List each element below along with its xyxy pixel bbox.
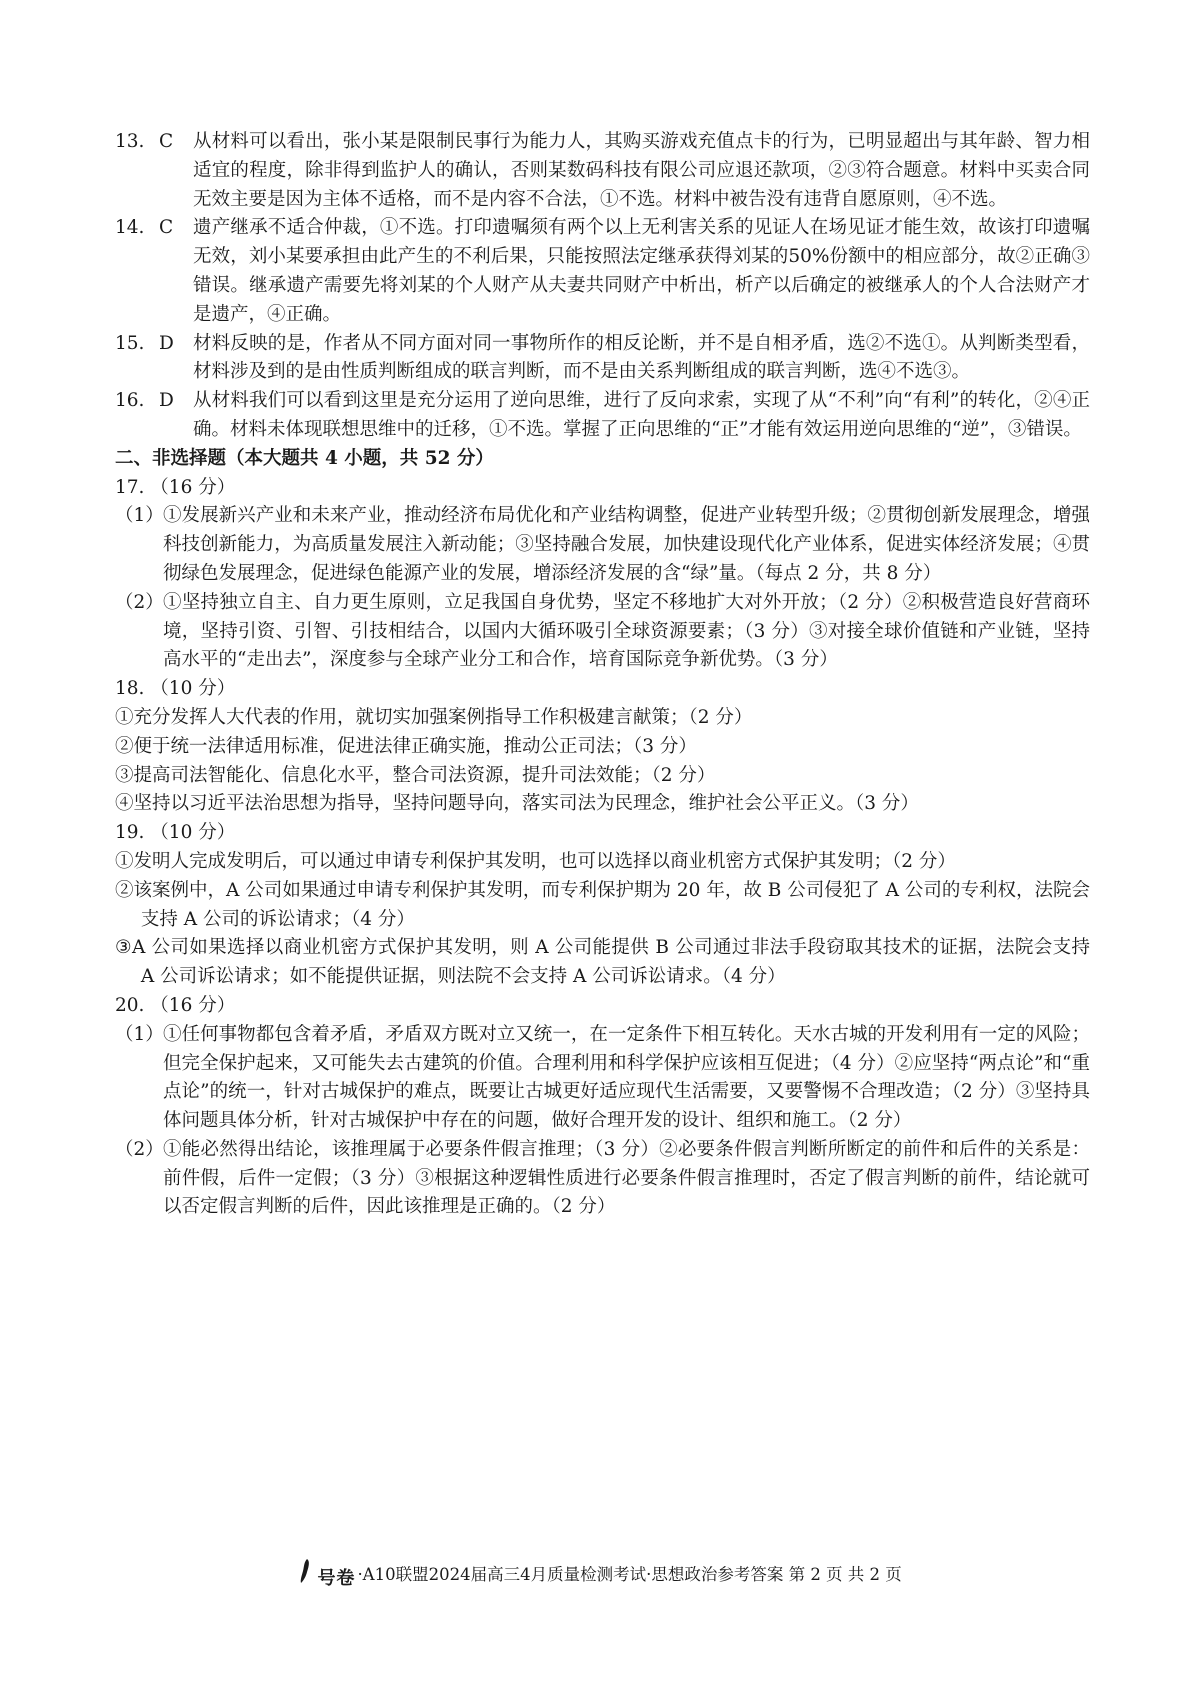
- part-text: ①能必然得出结论，该推理属于必要条件假言推理；（3 分）②必要条件假言判断所断定的前件和后件的关系是：前件假，后件一定假；（3 分）③根据这种逻辑性质进行必要条件假言推理时，否定了假言判断的前件，结论就可以否定假言判断的后件，因此该推理是正确的。（2 分）: [163, 1138, 1090, 1218]
- question-18-point: ①充分发挥人大代表的作用，就切实加强案例指导工作积极建言献策；（2 分）: [115, 706, 753, 728]
- question-20-part-2: [115, 1136, 1090, 1222]
- part-label: （2）: [115, 1138, 164, 1160]
- question-18-point: ④坚持以习近平法治思想为指导，坚持问题导向，落实司法为民理念，维护社会公平正义。（3 分）: [115, 793, 919, 815]
- question-17-heading: 17. （16 分）: [115, 476, 236, 498]
- page-footer: [0, 1558, 1200, 1590]
- choice-answer: C: [159, 131, 174, 152]
- question-19-point: ③A 公司如果选择以商业机密方式保护其发明，则 A 公司能提供 B 公司通过非法手段窃取其技术的证据，法院会支持 A 公司诉讼请求；如不能提供证据，则法院不会支持 A 公司诉讼请求。（4 分）: [115, 937, 1090, 988]
- question-number: 13.: [115, 131, 145, 152]
- answer-16: [115, 387, 1090, 445]
- question-18-heading: 18. （10 分）: [115, 678, 236, 700]
- choice-answer: D: [159, 390, 174, 412]
- question-18-point: ②便于统一法律适用标准，促进法律正确实施，推动公正司法；（3 分）: [115, 735, 697, 757]
- brand-logo: [298, 1558, 355, 1590]
- part-label: （1）: [115, 505, 164, 527]
- question-17-part-2: [115, 589, 1090, 675]
- answer-explanation: 从材料可以看出，张小某是限制民事行为能力人，其购买游戏充值点卡的行为，已明显超出与其年龄、智力相适宜的程度，除非得到监护人的确认，否则某数码科技有限公司应退还款项，②③符合题意。材料中买卖合同无效主要是因为主体不适格，而不是内容不合法，①不选。材料中被告没有违背自愿原则，④不选。: [193, 131, 1090, 210]
- question-18-point: ③提高司法智能化、信息化水平，整合司法资源，提升司法效能；（2 分）: [115, 764, 716, 786]
- question-20-heading: 20. （16 分）: [115, 994, 236, 1016]
- question-number: 15.: [115, 332, 145, 354]
- answer-15: [115, 330, 1090, 388]
- question-19-heading: 19. （10 分）: [115, 822, 236, 844]
- answer-explanation: 从材料我们可以看到这里是充分运用了逆向思维，进行了反向求索，实现了从“不利”向“有利”的转化，②④正确。材料未体现联想思维中的迁移，①不选。掌握了正向思维的“正”才能有效运用逆向思维的“逆”，③错误。: [193, 390, 1090, 440]
- section-title: 二、非选择题（本大题共 4 小题，共 52 分）: [115, 447, 494, 469]
- answer-14: [115, 214, 1090, 329]
- question-19-point: ②该案例中，A 公司如果通过申请专利保护其发明，而专利保护期为 20 年，故 B 公司侵犯了 A 公司的专利权，法院会支持 A 公司的诉讼请求；（4 分）: [115, 879, 1090, 930]
- answer-page: [115, 128, 1090, 1222]
- part-label: （1）: [115, 1023, 164, 1045]
- choice-answer: C: [159, 217, 174, 239]
- brand-logo-text: 号卷: [317, 1568, 356, 1589]
- part-text: ①坚持独立自主、自力更生原则，立足我国自身优势，坚定不移地扩大对外开放；（2 分）②积极营造良好营商环境，坚持引资、引智、引技相结合，以国内大循环吸引全球资源要素；（3 分）③对接全球价值链和产业链，坚持高水平的“走出去”，深度参与全球产业分工和合作，培育国际竞争新优势。（3 分）: [163, 591, 1090, 671]
- question-19-point: ①发明人完成发明后，可以通过申请专利保护其发明，也可以选择以商业机密方式保护其发明；（2 分）: [115, 850, 956, 872]
- part-text: ①任何事物都包含着矛盾，矛盾双方既对立又统一，在一定条件下相互转化。天水古城的开发利用有一定的风险；但完全保护起来，又可能失去古建筑的价值。合理利用和科学保护应该相互促进；（4 分）②应坚持“两点论”和“重点论”的统一，针对古城保护的难点，既要让古城更好适应现代生活需要，又要警惕不合理改造；（2 分）③坚持具体问题具体分析，针对古城保护中存在的问题，做好合理开发的设计、组织和施工。（2 分）: [163, 1023, 1090, 1132]
- brush-stroke-icon: [298, 1558, 312, 1584]
- answer-explanation: 遗产继承不适合仲裁，①不选。打印遗嘱须有两个以上无利害关系的见证人在场见证才能生效，故该打印遗嘱无效，刘小某要承担由此产生的不利后果，只能按照法定继承获得刘某的50%份额中的相应部分，故②正确③错误。继承遗产需要先将刘某的个人财产从夫妻共同财产中析出，析产以后确定的被继承人的个人合法财产才是遗产，④正确。: [193, 217, 1090, 325]
- choice-answer: D: [159, 332, 174, 354]
- answer-13: [115, 128, 1090, 214]
- footer-text: ·A10联盟2024届高三4月质量检测考试·思想政治参考答案 第 2 页 共 2 页: [357, 1565, 902, 1584]
- answer-explanation: 材料反映的是，作者从不同方面对同一事物所作的相反论断，并不是自相矛盾，选②不选①。从判断类型看，材料涉及到的是由性质判断组成的联言判断，而不是由关系判断组成的联言判断，选④不选③。: [193, 332, 1090, 383]
- part-label: （2）: [115, 591, 164, 613]
- question-number: 14.: [115, 217, 145, 239]
- question-17-part-1: [115, 502, 1090, 588]
- question-20-part-1: [115, 1021, 1090, 1136]
- part-text: ①发展新兴产业和未来产业，推动经济布局优化和产业结构调整，促进产业转型升级；②贯彻创新发展理念，增强科技创新能力，为高质量发展注入新动能；③坚持融合发展，加快建设现代化产业体系，促进实体经济发展；④贯彻绿色发展理念，促进绿色能源产业的发展，增添经济发展的含“绿”量。（每点 2 分，共 8 分）: [163, 505, 1090, 584]
- question-number: 16.: [115, 390, 145, 412]
